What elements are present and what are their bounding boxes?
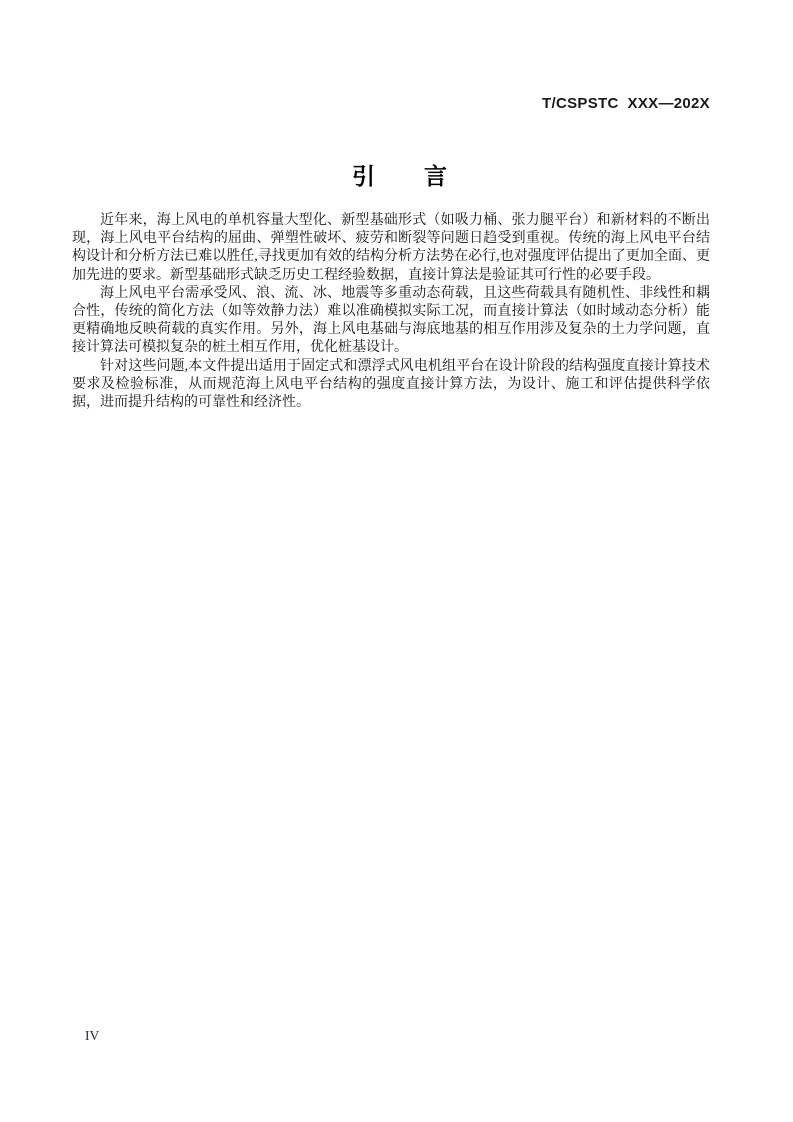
paragraph-1: 近年来，海上风电的单机容量大型化、新型基础形式（如吸力桶、张力腿平台）和新材料的不断出现，海上风电平台结构的屈曲、弹塑性破坏、疲劳和断裂等问题日趋受到重视。传统的海上风电平台结构设计和分析方法已难以胜任,寻找更加有效的结构分析方法势在必行,也对强度评估提出了更加全面、更加先进的要求。新型基础形式缺乏历史工程经验数据，直接计算法是验证其可行性的必要手段。	[72, 213, 710, 283]
paragraph-2: 海上风电平台需承受风、浪、流、冰、地震等多重动态荷载，且这些荷载具有随机性、非线性和耦合性，传统的简化方法（如等效静力法）难以准确模拟实际工况，而直接计算法（如时域动态分析）能更精确地反映荷载的真实作用。另外，海上风电基础与海底地基的相互作用涉及复杂的土力学问题，直接计算法可模拟复杂的桩土相互作用，优化桩基设计。	[72, 285, 710, 356]
section-title-introduction: 引 言	[352, 163, 448, 189]
paragraph-3: 针对这些问题,本文件提出适用于固定式和漂浮式风电机组平台在设计阶段的结构强度直接计算技术要求及检验标准，从而规范海上风电平台结构的强度直接计算方法，为设计、施工和评估提供科学依据，进而提升结构的可靠性和经济性。	[72, 358, 710, 411]
document-body	[72, 212, 710, 412]
standard-number-header: T/CSPSTC XXX—202X	[542, 95, 710, 112]
page-number: IV	[85, 1028, 100, 1043]
